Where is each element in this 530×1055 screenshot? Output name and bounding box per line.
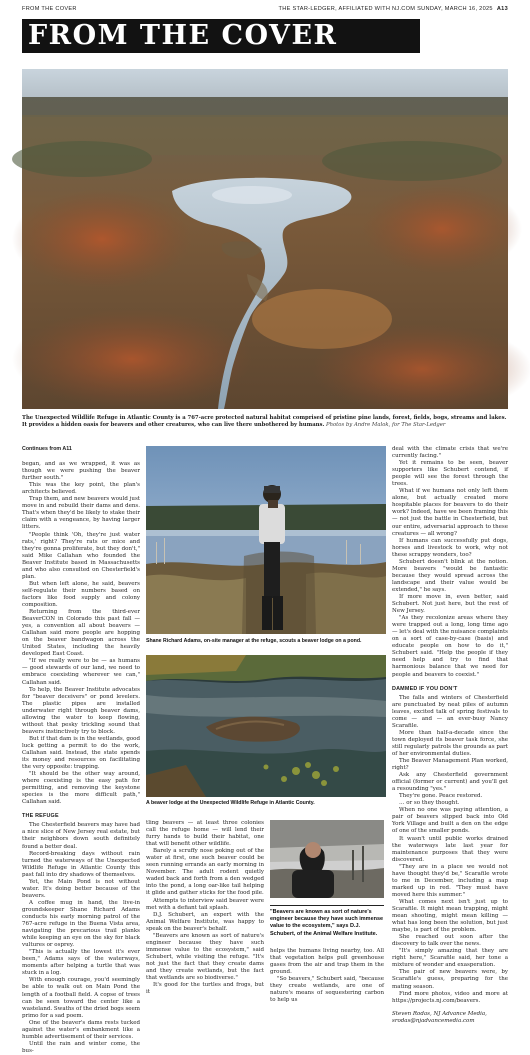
article-column-4 [392, 446, 508, 1025]
paragraph: The pair of new beavers were, by Scarafile's guess, preparing for the mating season. [392, 969, 508, 990]
paragraph: "They are in a place we would not have thought they'd be," Scarafile wrote to me in December, including a map marked up in red. "They must have moved here this summer." [392, 863, 508, 898]
paragraph: More than half-a-decade since the town deployed its beaver task force, she still regularly patrols the grounds as part of her environmental duties. [392, 729, 508, 757]
paragraph: But when left alone, he said, beavers self-regulate their numbers based on factors like food supply and colony composition. [22, 580, 140, 608]
photo-illustration [146, 655, 386, 797]
paragraph: Until the rain and winter come, the bus- [22, 1040, 140, 1054]
photo2-caption: A beaver lodge at the Unexpected Wildlife Refuge in Atlantic County. [146, 800, 315, 806]
paragraph: Record-breaking days without rain turned the waterways of the Unexpected Wildlife Refuge in Atlantic County this past fall into dry shadows of themselves. [22, 850, 140, 878]
paragraph: They're gone. Peace restored. [399, 793, 483, 800]
paragraph: helps the humans living nearby, too. All that vegetation helps pull greenhouse gases from the air and trap them in the ground. [270, 948, 384, 976]
paragraph: To help, the Beaver Institute advocates for "beaver deceivers" or pond levelers. The plastic pipes are installed underwater right through beaver dams, allowing the water to keep flowing, without that pesky trickling sound that beavers instinctively try to block. [22, 686, 140, 735]
photo-illustration [146, 446, 386, 634]
photo-credit: Photos by Andre Malok, for The Star-Ledger [326, 422, 446, 429]
paragraph: "It's simply amazing that they are right here," Scarafile said, her tone a mixture of wonder and exasperation. [392, 948, 508, 969]
subhead-dammed: DAMMED IF YOU DON'T [392, 685, 458, 692]
paragraph: tling beavers — at least three colonies call the refuge home — will lend their furry hands to build their habitat, one that will benefit other wildlife. [146, 820, 264, 848]
page-folio [22, 6, 508, 16]
paragraph: "So beavers," Schubert said, "because they create wetlands, are one of nature's means of sequestering carbon to help us [270, 976, 384, 1004]
paragraph: If more move in, even better, said Schubert. Not just here, but the rest of New Jersey. [392, 593, 508, 615]
byline-email: srodas@njadvancemedia.com [392, 1017, 475, 1024]
paragraph: "It should be the other way around, where coexisting is the easy path for permitting, and removing the keystone species is the more difficult path," Callahan said. [22, 771, 140, 806]
paragraph: deal with the climate crisis that we're currently facing." [392, 446, 508, 460]
photo-schubert [270, 820, 384, 898]
byline-name: Steven Rodas, NJ Advance Media, [392, 1010, 487, 1017]
paragraph: The Beaver Management Plan worked, right? [392, 758, 508, 772]
paragraph: Find more photos, video and more at https://projects.nj.com/beavers. [392, 990, 508, 1004]
pull-quote-caption: "Beavers are known as sort of nature's engineer because they have such immense value to the ecosystem," says D.J. Schubert, of the Animal Welfare Institute. [270, 905, 384, 938]
photo-adams-binoculars [146, 446, 386, 634]
paragraph: The Chesterfield beavers may have had a nice slice of New Jersey real estate, but their neighbors down south definitely found a better deal. [22, 822, 140, 850]
paragraph: When no one was paying attention, a pair of beavers slipped back into Old York Village and built a den on the edge of one of the smaller ponds. [392, 807, 508, 835]
paragraph: Attempts to interview said beaver were met with a defiant tail splash. [146, 897, 264, 911]
paragraph: Barely a scruffy nose poking out of the water at first, one such beaver could be seen running errands an early morning in November. The adult rodent quietly waded back and forth from a den wedged into the pond, a long oar-like tail helping it glide and gather sticks for the food pile. [146, 848, 264, 897]
section-banner: FROM THE COVER [22, 19, 420, 53]
paragraph: "This is actually the lowest it's ever been," Adams says of the waterways, moments after helping a turtle that was stuck in a log. [22, 949, 140, 977]
paragraph: A coffee mug in hand, the live-in groundskeeper Shane Richard Adams conducts his early morning patrol of the 767-acre refuge in the Buena Vista area, navigating the precarious trail planks while keeping an eye on the sky for black vultures or osprey. [22, 899, 140, 949]
paragraph: This was the key point, the plan's architects believed. [22, 482, 140, 496]
paragraph: She reached out soon after the discovery to talk over the news. [392, 934, 508, 948]
paragraph: D.J. Schubert, an expert with the Animal Welfare Institute, was happy to speak on the beaver's behalf. [146, 911, 264, 932]
publication-dateline [279, 6, 508, 12]
hero-caption-text: The Unexpected Wildlife Refuge in Atlantic County is a 767-acre protected natural habitat comprised of pristine pine lands, forest, fields, bogs, streams and lakes. It provides a hidden oasis for beavers and other creatures, who can live there unbothered by humans. [22, 415, 507, 429]
paragraph: Schubert doesn't blink at the notion. More beavers "would be fantastic because they would spread across the landscape and their value would be extended," he says. [392, 558, 508, 593]
paragraph: The falls and winters of Chesterfield are punctuated by neat piles of autumn leaves, excited talk of spring festivals to come — and — an ever-busy Nancy Scarafile. [392, 694, 508, 729]
hero-caption [22, 415, 508, 429]
paragraph: … or so they thought. [399, 800, 460, 807]
dateline-text: THE STAR-LEDGER, AFFILIATED WITH NJ.COM SUNDAY, MARCH 16, 2025 [278, 6, 493, 12]
photo1-caption: Shane Richard Adams, on-site manager at the refuge, scouts a beaver lodge on a pond. [146, 638, 362, 644]
paragraph: One of the beaver's dams rests tucked against the water's embankment like a humble advertisement of their services. [22, 1019, 140, 1040]
paragraph: What comes next isn't just up to Scarafile. It might mean trapping, might mean shooting, might mean killing — what has long been the solution, but just maybe, is part of the problem. [392, 898, 508, 934]
paragraph: Trap them, and new beavers would just move in and rebuild their dams and dens. That's when they'd be likely to stake their claim with a vengeance, by having larger litters. [22, 496, 140, 531]
aerial-wetland-illustration [22, 69, 508, 409]
section-label: FROM THE COVER [22, 6, 77, 12]
paragraph: "Beavers are known as sort of nature's engineer because they have such immense value to the ecosystem," said Schubert, while visiting the refuge. "It's not just the fact that they create dams and they create wetlands, but the fact that wetlands are so biodiverse." [146, 932, 264, 982]
paragraph: What if we humans not only left them alone, but actually created more hospitable places for beavers to do their work? Indeed, have we been framing this — not just the battle in Chesterfield, but our entire, adversarial approach to these creatures — all wrong? [392, 488, 508, 537]
paragraph: With enough courage, you'd seemingly be able to walk out on Main Pond the length of a football field. A copse of trees can be seen toward the center like a wasteland. Swaths of the dried bogs seem primo for a sad poem. [22, 977, 140, 1019]
paragraph: "As they recolonize areas where they were trapped out a long, long time ago — let's deal with the nuisance complaints on a sort of case-by-case (basis) and educate people on how to do it," Schubert said. "Help the people if they need help and try to find that harmonious balance that we need for people and beavers to coexist." [392, 615, 508, 678]
continued-from: Continues from A11 [22, 446, 72, 452]
paragraph: It wasn't until public works drained the waterways late last year for maintenance purposes that they were discovered. [392, 835, 508, 863]
paragraph: "If we really were to be — as humans — good stewards of our land, we need to embrace coexisting wherever we can," Callahan said. [22, 658, 140, 686]
paragraph: It's good for the turtles and frogs, but it [146, 982, 264, 996]
paragraph: Returning from the third-ever BeaverCON in Colorado this past fall — yes, a convention all about beavers — Callahan said more people are hopping on the beaver bandwagon across the United States, including the heavily developed East Coast. [22, 609, 140, 658]
article-column-1 [22, 446, 140, 1055]
paragraph: But if that dam is in the wetlands, good luck getting a permit to do the work, Callahan said. Instead, the state spends its money and resources on facilitating the very opposite: trapping. [22, 735, 140, 771]
page-number: A13 [496, 6, 508, 12]
paragraph: "People think 'Oh, they're just water rats,' right? They're rats or mice and they're gonna proliferate, but they don't," said Mike Callahan who founded the Beaver Institute based in Massachusetts and who also consulted on Chesterfield's plan. [22, 531, 140, 580]
article-column-2 [146, 820, 264, 996]
photo-illustration [270, 820, 384, 898]
paragraph: Yet it remains to be seen, beaver supporters like Schubert contend, if people will see the forest through the trees. [392, 460, 508, 488]
paragraph: Yet, the Main Pond is not without water. It's doing better because of the beavers. [22, 878, 140, 899]
paragraph: If humans can successfully put dogs, horses and livestock to work, why not these scrappy wonders, too? [392, 537, 508, 558]
paragraph: began, and as we wrapped, it was as though we were pushing the beaver further south." [22, 461, 140, 482]
photo-beaver-lodge [146, 655, 386, 797]
hero-aerial-photo [22, 69, 508, 409]
paragraph: Ask any Chesterfield government official (former or current) and you'll get a resounding "yes." [392, 772, 508, 793]
subhead-the-refuge: THE REFUGE [22, 813, 59, 820]
article-column-3 [270, 948, 384, 1004]
